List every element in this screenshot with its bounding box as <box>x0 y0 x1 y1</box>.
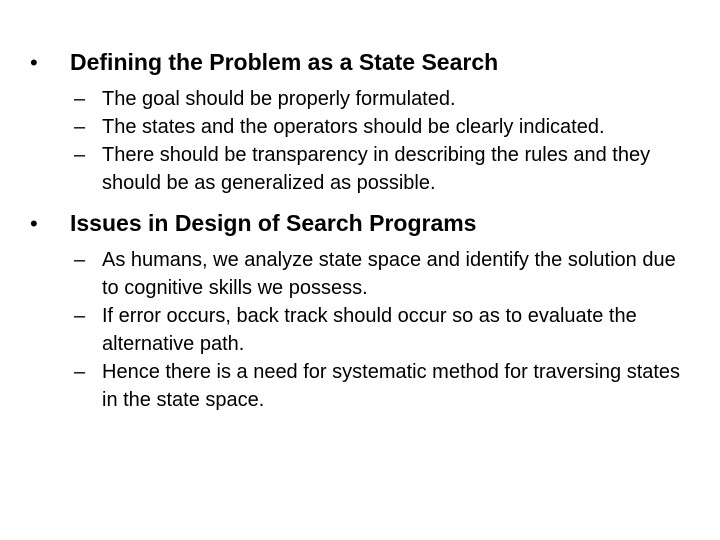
sub-bullet <box>74 246 690 302</box>
sub-bullet <box>74 113 690 141</box>
dash-icon: – <box>74 144 86 166</box>
dash-icon: – <box>74 305 86 327</box>
sub-bullet <box>74 85 690 113</box>
dash-icon: – <box>74 88 86 110</box>
section-heading <box>30 44 690 81</box>
section-heading <box>30 205 690 242</box>
sub-bullet <box>74 302 690 358</box>
sub-bullet-text: Hence there is a need for systematic method for traversing states in the state space. <box>102 361 681 411</box>
dash-icon: – <box>74 249 86 271</box>
heading-text: Defining the Problem as a State Search <box>70 49 499 75</box>
bullet-icon: • <box>30 50 38 75</box>
sub-bullet <box>74 141 690 197</box>
slide-content <box>30 44 690 414</box>
sub-bullet-text: The states and the operators should be clearly indicated. <box>102 116 605 138</box>
sub-bullet-text: If error occurs, back track should occur so as to evaluate the alternative path. <box>102 305 637 355</box>
sub-bullet <box>74 358 690 414</box>
bullet-icon: • <box>30 211 38 236</box>
sub-bullet-text: There should be transparency in describing the rules and they should be as generalized as possible. <box>102 144 651 194</box>
dash-icon: – <box>74 361 86 383</box>
sub-bullet-list <box>30 246 690 414</box>
sub-bullet-text: The goal should be properly formulated. <box>102 88 456 110</box>
heading-text: Issues in Design of Search Programs <box>70 210 477 236</box>
sub-bullet-list <box>30 85 690 197</box>
sub-bullet-text: As humans, we analyze state space and identify the solution due to cognitive skills we possess. <box>102 249 676 299</box>
dash-icon: – <box>74 116 86 138</box>
section-search-design-issues <box>30 205 690 414</box>
section-problem-definition <box>30 44 690 197</box>
